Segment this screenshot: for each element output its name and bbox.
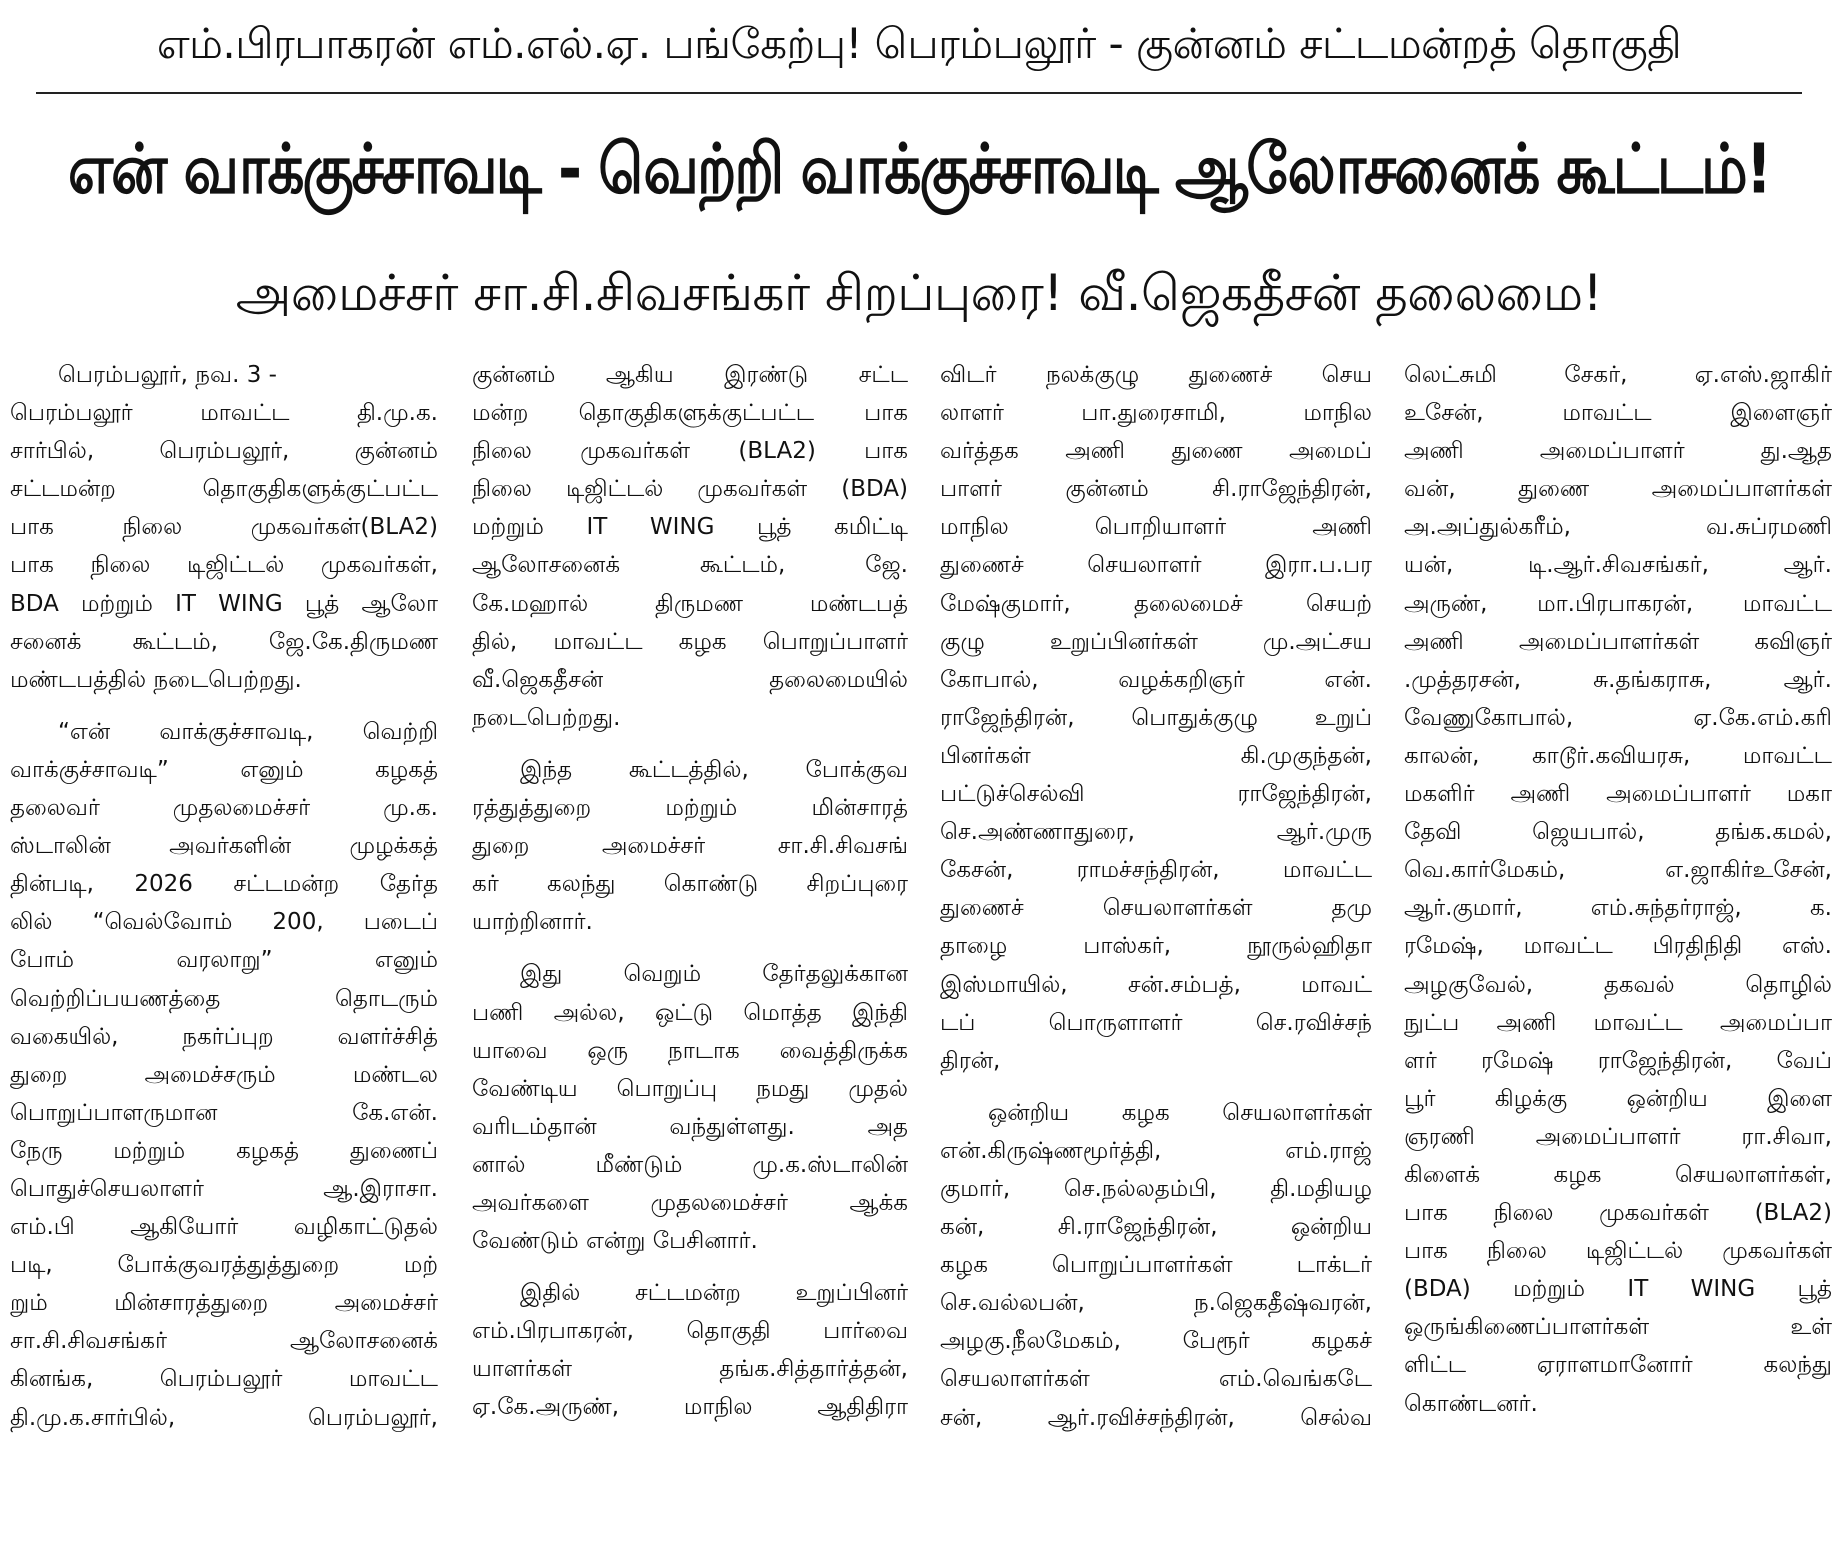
article-line: வரிடம்தான் வந்துள்ளது. அத <box>472 1113 908 1140</box>
article-line: லெட்சுமி சேகர், ஏ.எஸ்.ஜாகிர் <box>1404 362 1832 388</box>
article-line: செ.வல்லபன், ந.ஜெகதீஷ்வரன், <box>940 1290 1372 1317</box>
article-line: துணைச் செயலாளர் இரா.ப.பர <box>940 552 1372 579</box>
article-line: வேண்டும் என்று பேசினார். <box>472 1228 758 1255</box>
article-line: அணி அமைப்பாளர்கள் கவிஞர் <box>1404 628 1832 655</box>
article-line: பொதுச்செயலாளர் ஆ.இராசா. <box>10 1175 438 1202</box>
article-line: கேசன், ராமச்சந்திரன், மாவட்ட <box>940 857 1372 884</box>
article-line: அ.அப்துல்கரீம், வ.சுப்ரமணி <box>1404 514 1832 541</box>
article-line: வெ.கார்மேகம், எ.ஜாகிர்உசேன், <box>1404 857 1832 884</box>
article-line: தலைவர் முதலமைச்சர் மு.க. <box>10 795 438 822</box>
article-line: யன், டி.ஆர்.சிவசங்கர், ஆர். <box>1404 552 1832 579</box>
article-line: ஒருங்கிணைப்பாளர்கள் உள் <box>1404 1314 1832 1341</box>
article-line: னால் மீண்டும் மு.க.ஸ்டாலின் <box>472 1151 908 1178</box>
kicker-line: எம்.பிரபாகரன் எம்.எல்.ஏ. பங்கேற்பு! பெரம்பலூர் - குன்னம் சட்டமன்றத் தொகுதி <box>156 19 1682 68</box>
article-line: உசேன், மாவட்ட இளைஞர் <box>1404 400 1832 427</box>
article-line: ஆலோசனைக் கூட்டம், ஜே. <box>472 552 908 579</box>
article-line: எம்.பிரபாகரன், தொகுதி பார்வை <box>472 1318 908 1345</box>
article-line: பெரம்பலூர், நவ. 3 - <box>58 362 277 388</box>
article-line: நடைபெற்றது. <box>472 704 621 731</box>
article-column-3 <box>940 356 1372 1556</box>
article-line: குமார், செ.நல்லதம்பி, தி.மதியழ <box>940 1175 1372 1202</box>
article-line: செயலாளர்கள் எம்.வெங்கடே <box>940 1366 1372 1393</box>
article-line: காலன், காடூர்.கவியரசு, மாவட்ட <box>1404 742 1832 769</box>
article-line: தாழை பாஸ்கர், நூருல்ஹிதா <box>940 933 1372 960</box>
article-line: வேண்டிய பொறுப்பு நமது முதல் <box>472 1075 908 1102</box>
article-column-2 <box>472 356 908 1556</box>
article-line: துணைச் செயலாளர்கள் தமு <box>940 895 1372 922</box>
article-line: செ.அண்ணாதுரை, ஆர்.முரு <box>940 819 1372 846</box>
article-line: பட்டுச்செல்வி ராஜேந்திரன், <box>940 781 1372 808</box>
article-line: பினர்கள் கி.முகுந்தன், <box>940 742 1372 769</box>
article-line: படி, போக்குவரத்துத்துறை மற் <box>10 1252 438 1279</box>
article-line: கழக பொறுப்பாளர்கள் டாக்டர் <box>940 1252 1372 1279</box>
article-line: மகளிர் அணி அமைப்பாளர் மகா <box>1404 781 1832 808</box>
article-line: மற்றும் IT WING பூத் கமிட்டி <box>472 514 908 541</box>
headline: என் வாக்குச்சாவடி - வெற்றி வாக்குச்சாவடி ஆலோசனைக் கூட்டம்! <box>67 128 1771 210</box>
article-line: நேரு மற்றும் கழகத் துணைப் <box>10 1137 438 1164</box>
article-line: மேஷ்குமார், தலைமைச் செயற் <box>940 590 1372 617</box>
article-line: யாளர்கள் தங்க.சித்தார்த்தன், <box>472 1356 908 1383</box>
article-line: பாக நிலை டிஜிட்டல் முகவர்கள், <box>10 552 438 579</box>
article-line: சா.சி.சிவசங்கர் ஆலோசனைக் <box>10 1328 438 1355</box>
article-line: இந்த கூட்டத்தில், போக்குவ <box>520 756 908 783</box>
article-line: வர்த்தக அணி துணை அமைப் <box>940 438 1372 465</box>
article-line: மண்டபத்தில் நடைபெற்றது. <box>10 666 302 693</box>
article-column-4 <box>1404 356 1832 1556</box>
article-line: ஒன்றிய கழக செயலாளர்கள் <box>988 1099 1372 1126</box>
article-line: மாநில பொறியாளர் அணி <box>940 514 1372 541</box>
article-line: BDA மற்றும் IT WING பூத் ஆலோ <box>10 590 438 617</box>
article-line: மன்ற தொகுதிகளுக்குட்பட்ட பாக <box>472 400 908 427</box>
article-line: என்.கிருஷ்ணமூர்த்தி, எம்.ராஜ் <box>940 1137 1372 1164</box>
article-line: அழகு.நீலமேகம், பேரூர் கழகச் <box>940 1328 1372 1355</box>
article-line: வன், துணை அமைப்பாளர்கள் <box>1404 476 1832 503</box>
article-line: சன், ஆர்.ரவிச்சந்திரன், செல்வ <box>940 1404 1372 1431</box>
article-line: ளர் ரமேஷ் ராஜேந்திரன், வேப் <box>1404 1047 1832 1074</box>
article-line: இஸ்மாயில், சன்.சம்பத், மாவட் <box>940 971 1372 998</box>
article-line: குழு உறுப்பினர்கள் மு.அட்சய <box>940 628 1372 655</box>
article-line: கே.மஹால் திருமண மண்டபத் <box>472 590 908 617</box>
article-line: எம்.பி ஆகியோர் வழிகாட்டுதல் <box>10 1214 438 1241</box>
article-line: கினங்க, பெரம்பலூர் மாவட்ட <box>10 1366 438 1393</box>
article-line: சட்டமன்ற தொகுதிகளுக்குட்பட்ட <box>10 476 438 503</box>
article-line: கர் கலந்து கொண்டு சிறப்புரை <box>472 871 908 898</box>
article-line: .முத்தரசன், சு.தங்கராசு, ஆர். <box>1404 666 1832 693</box>
article-line: ரமேஷ், மாவட்ட பிரதிநிதி எஸ். <box>1404 933 1832 960</box>
article-line: ஏ.கே.அருண், மாநில ஆதிதிரா <box>472 1394 908 1421</box>
article-line: கிளைக் கழக செயலாளர்கள், <box>1404 1161 1832 1188</box>
article-line: திரன், <box>940 1047 1001 1074</box>
article-line: சனைக் கூட்டம், ஜே.கே.திருமண <box>10 628 438 655</box>
article-line: கொண்டனர். <box>1404 1390 1538 1417</box>
article-line: தி.மு.க.சார்பில், பெரம்பலூர், <box>10 1404 438 1431</box>
article-line: தின்படி, 2026 சட்டமன்ற தேர்த <box>10 871 438 898</box>
article-line: பாக நிலை டிஜிட்டல் முகவர்கள் <box>1404 1238 1832 1265</box>
article-line: ராஜேந்திரன், பொதுக்குழு உறுப் <box>940 704 1372 731</box>
article-line: வாக்குச்சாவடி” எனும் கழகத் <box>10 756 438 783</box>
subheadline: அமைச்சர் சா.சி.சிவசங்கர் சிறப்புரை! வீ.ஜெகதீசன் தலைமை! <box>235 264 1603 322</box>
article-line: லில் “வெல்வோம் 200, படைப் <box>10 909 438 936</box>
article-line: தேவி ஜெயபால், தங்க.கமல், <box>1404 819 1832 846</box>
article-line: ஸ்டாலின் அவர்களின் முழக்கத் <box>10 833 438 860</box>
article-line: வீ.ஜெகதீசன் தலைமையில் <box>472 666 908 693</box>
article-line: யாவை ஒரு நாடாக வைத்திருக்க <box>472 1037 908 1064</box>
article-line: ளிட்ட ஏராளமானோர் கலந்து <box>1404 1352 1832 1379</box>
article-line: (BDA) மற்றும் IT WING பூத் <box>1404 1276 1832 1303</box>
article-line: சார்பில், பெரம்பலூர், குன்னம் <box>10 438 438 465</box>
article-line: அழகுவேல், தகவல் தொழில் <box>1404 971 1832 998</box>
article-line: பாக நிலை முகவர்கள் (BLA2) <box>1404 1200 1832 1227</box>
article-line: அணி அமைப்பாளர் து.ஆத <box>1404 438 1832 465</box>
article-line: அவர்களை முதலமைச்சர் ஆக்க <box>472 1189 908 1216</box>
article-line: பாளர் குன்னம் சி.ராஜேந்திரன், <box>940 476 1372 503</box>
article-line: பொறுப்பாளருமான கே.என். <box>10 1099 438 1126</box>
article-column-1 <box>10 356 438 1556</box>
article-line: துறை அமைச்சர் சா.சி.சிவசங் <box>472 833 908 860</box>
article-line: பூர் கிழக்கு ஒன்றிய இளை <box>1404 1085 1832 1112</box>
article-line: றும் மின்சாரத்துறை அமைச்சர் <box>10 1290 438 1317</box>
article-line: நிலை டிஜிட்டல் முகவர்கள் (BDA) <box>472 476 908 503</box>
article-line: விடர் நலக்குழு துணைச் செய <box>940 362 1372 388</box>
article-line: ஞரணி அமைப்பாளர் ரா.சிவா, <box>1404 1123 1832 1150</box>
article-line: டப் பொருளாளர் செ.ரவிச்சந் <box>940 1009 1372 1036</box>
article-line: கோபால், வழக்கறிஞர் என். <box>940 666 1372 693</box>
article-line: பெரம்பலூர் மாவட்ட தி.மு.க. <box>10 400 438 427</box>
article-line: வெற்றிப்பயணத்தை தொடரும் <box>10 985 438 1012</box>
article-line: தில், மாவட்ட கழக பொறுப்பாளர் <box>472 628 908 655</box>
article-line: இது வெறும் தேர்தலுக்கான <box>520 961 908 988</box>
article-line: வகையில், நகர்ப்புற வளர்ச்சித் <box>10 1023 438 1050</box>
article-line: குன்னம் ஆகிய இரண்டு சட்ட <box>472 362 908 388</box>
article-line: யாற்றினார். <box>472 909 593 936</box>
article-line: “என் வாக்குச்சாவடி, வெற்றி <box>58 718 438 745</box>
article-line: அருண், மா.பிரபாகரன், மாவட்ட <box>1404 590 1832 617</box>
article-line: கன், சி.ராஜேந்திரன், ஒன்றிய <box>940 1214 1372 1241</box>
article-line: பாக நிலை முகவர்கள்(BLA2) <box>10 514 438 541</box>
article-line: ஆர்.குமார், எம்.சுந்தர்ராஜ், க. <box>1404 895 1832 922</box>
article-line: நுட்ப அணி மாவட்ட அமைப்பா <box>1404 1009 1832 1036</box>
article-line: லாளர் பா.துரைசாமி, மாநில <box>940 400 1372 427</box>
article-line: துறை அமைச்சரும் மண்டல <box>10 1061 438 1088</box>
article-line: வேணுகோபால், ஏ.கே.எம்.கரி <box>1404 704 1832 731</box>
article-line: போம் வரலாறு” எனும் <box>10 947 438 974</box>
article-line: ரத்துத்துறை மற்றும் மின்சாரத் <box>472 795 908 822</box>
article-line: நிலை முகவர்கள் (BLA2) பாக <box>472 438 908 465</box>
article-line: பணி அல்ல, ஒட்டு மொத்த இந்தி <box>472 999 908 1026</box>
article-line: இதில் சட்டமன்ற உறுப்பினர் <box>520 1280 908 1307</box>
